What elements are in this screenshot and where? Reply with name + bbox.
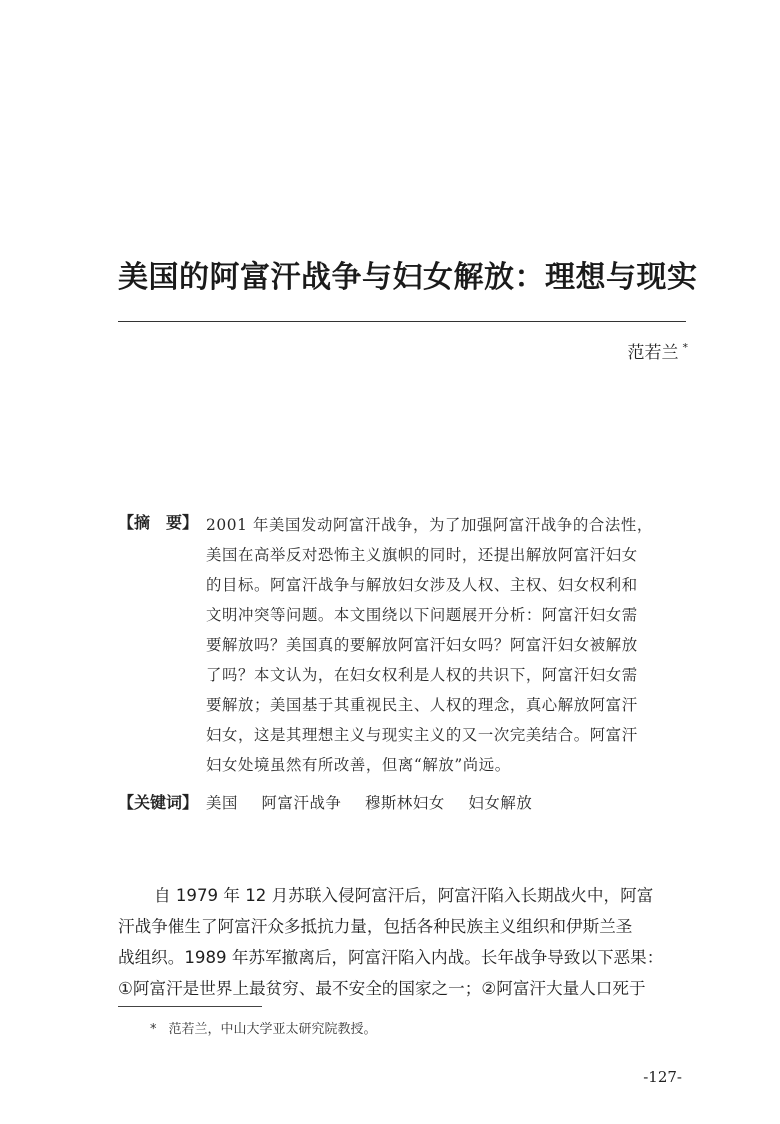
footnote <box>150 1018 377 1037</box>
body-line: 自 1979 年 12 月苏联入侵阿富汗后，阿富汗陷入长期战火中，阿富 <box>154 886 654 905</box>
abstract-line: 要解放吗？美国真的要解放阿富汗妇女吗？阿富汗妇女被解放 <box>206 636 638 654</box>
abstract-line: 美国在高举反对恐怖主义旗帜的同时，还提出解放阿富汗妇女 <box>206 546 638 564</box>
abstract-label: 【摘 要】 <box>118 513 199 532</box>
keywords-list <box>206 792 550 814</box>
title-divider <box>118 321 686 322</box>
keyword-item: 阿富汗战争 <box>261 794 342 812</box>
article-title: 美国的阿富汗战争与妇女解放：理想与现实 <box>118 260 698 295</box>
abstract-line: 妇女处境虽然有所改善，但离“解放”尚远。 <box>206 756 511 774</box>
footnote-divider <box>118 1006 262 1007</box>
body-text <box>118 880 688 1004</box>
author-footnote-mark: * <box>682 341 688 355</box>
footnote-mark: * <box>150 1022 157 1037</box>
abstract-text <box>206 510 688 780</box>
keyword-item: 美国 <box>206 794 238 812</box>
keyword-item: 妇女解放 <box>468 794 533 812</box>
abstract-line: 文明冲突等问题。本文围绕以下问题展开分析：阿富汗妇女需 <box>206 606 638 624</box>
footnote-text: 范若兰，中山大学亚太研究院教授。 <box>168 1022 377 1037</box>
body-line: ①阿富汗是世界上最贫穷、最不安全的国家之一；②阿富汗大量人口死于 <box>118 979 646 998</box>
author-name: 范若兰 <box>627 343 679 363</box>
keywords-label: 【关键词】 <box>118 793 199 812</box>
author-line <box>628 338 689 363</box>
body-line: 汗战争催生了阿富汗众多抵抗力量，包括各种民族主义组织和伊斯兰圣 <box>118 917 633 936</box>
abstract-line: 的目标。阿富汗战争与解放妇女涉及人权、主权、妇女权利和 <box>206 576 638 594</box>
abstract-line: 要解放；美国基于其重视民主、人权的理念，真心解放阿富汗 <box>206 696 638 714</box>
abstract-line: 了吗？本文认为，在妇女权利是人权的共识下，阿富汗妇女需 <box>206 666 638 684</box>
keyword-item: 穆斯林妇女 <box>364 794 445 812</box>
page-number: -127- <box>643 1068 682 1086</box>
abstract-line: 2001 年美国发动阿富汗战争，为了加强阿富汗战争的合法性， <box>206 516 653 534</box>
body-line: 战组织。1989 年苏军撤离后，阿富汗陷入内战。长年战争导致以下恶果： <box>118 948 664 967</box>
abstract-line: 妇女，这是其理想主义与现实主义的又一次完美结合。阿富汗 <box>206 726 638 744</box>
